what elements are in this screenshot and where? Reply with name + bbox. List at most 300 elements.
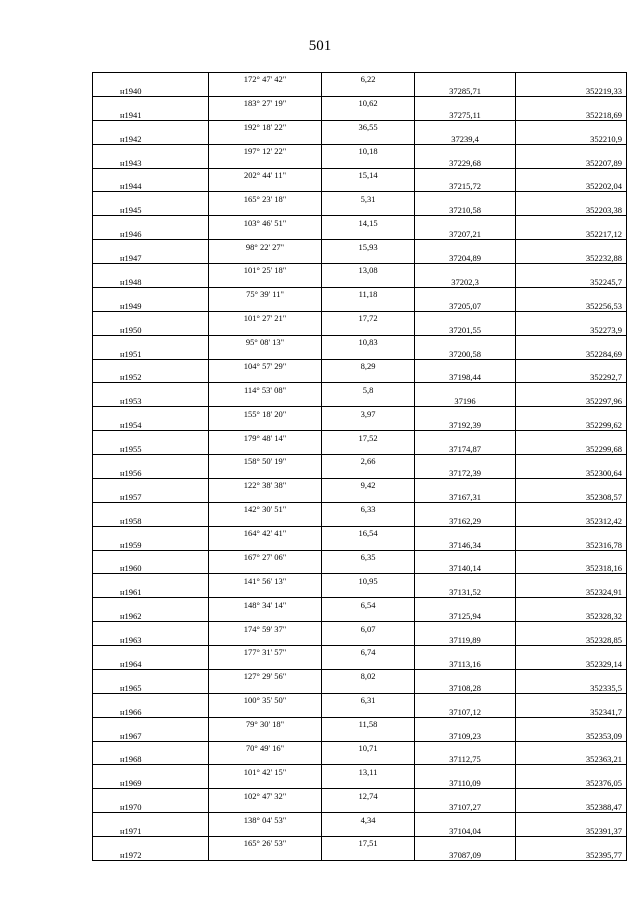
point-name-cell: н1960 <box>93 562 209 574</box>
name-cell <box>93 574 209 586</box>
point-name-cell: н1970 <box>93 801 209 813</box>
y-cell <box>516 73 627 85</box>
segment-row <box>93 240 627 252</box>
point-name-cell: н1966 <box>93 705 209 717</box>
point-name-cell: н1963 <box>93 634 209 646</box>
length-cell: 10,95 <box>322 574 415 586</box>
angle-cell <box>209 132 322 144</box>
x-coordinate-cell: 37200,58 <box>415 347 516 359</box>
x-coordinate-cell: 37239,4 <box>415 132 516 144</box>
point-row <box>93 466 627 478</box>
x-coordinate-cell: 37131,52 <box>415 586 516 598</box>
angle-cell <box>209 562 322 574</box>
y-cell <box>516 622 627 634</box>
y-coordinate-cell: 352297,96 <box>516 395 627 407</box>
length-cell <box>322 347 415 359</box>
y-cell <box>516 765 627 777</box>
angle-cell: 141° 56' 13" <box>209 574 322 586</box>
angle-cell <box>209 466 322 478</box>
length-cell: 10,83 <box>322 335 415 347</box>
name-cell <box>93 717 209 729</box>
point-row <box>93 634 627 646</box>
segment-row <box>93 120 627 132</box>
angle-cell: 100° 35' 50" <box>209 693 322 705</box>
point-name-cell: н1945 <box>93 204 209 216</box>
angle-cell <box>209 705 322 717</box>
y-cell <box>516 335 627 347</box>
y-coordinate-cell: 352300,64 <box>516 466 627 478</box>
segment-row <box>93 693 627 705</box>
x-cell <box>415 693 516 705</box>
x-coordinate-cell: 37140,14 <box>415 562 516 574</box>
segment-row <box>93 741 627 753</box>
y-coordinate-cell: 352388,47 <box>516 801 627 813</box>
segment-row <box>93 502 627 514</box>
length-cell: 14,15 <box>322 216 415 228</box>
point-name-cell: н1943 <box>93 156 209 168</box>
point-name-cell: н1947 <box>93 252 209 264</box>
name-cell <box>93 96 209 108</box>
angle-cell <box>209 419 322 431</box>
y-coordinate-cell: 352324,91 <box>516 586 627 598</box>
x-coordinate-cell: 37192,39 <box>415 419 516 431</box>
x-cell <box>415 526 516 538</box>
name-cell <box>93 646 209 658</box>
angle-cell <box>209 347 322 359</box>
length-cell: 2,66 <box>322 455 415 467</box>
y-cell <box>516 407 627 419</box>
x-cell <box>415 407 516 419</box>
length-cell: 17,72 <box>322 311 415 323</box>
point-name-cell: н1958 <box>93 514 209 526</box>
length-cell: 11,58 <box>322 717 415 729</box>
angle-cell <box>209 801 322 813</box>
segment-row <box>93 813 627 825</box>
x-cell <box>415 168 516 180</box>
angle-cell <box>209 443 322 455</box>
x-cell <box>415 216 516 228</box>
angle-cell: 158° 50' 19" <box>209 455 322 467</box>
segment-row <box>93 622 627 634</box>
name-cell <box>93 168 209 180</box>
length-cell <box>322 108 415 120</box>
length-cell: 4,34 <box>322 813 415 825</box>
name-cell <box>93 622 209 634</box>
length-cell <box>322 562 415 574</box>
name-cell <box>93 240 209 252</box>
x-coordinate-cell: 37108,28 <box>415 681 516 693</box>
y-coordinate-cell: 352203,38 <box>516 204 627 216</box>
x-cell <box>415 478 516 490</box>
point-name-cell: н1953 <box>93 395 209 407</box>
x-cell <box>415 264 516 276</box>
y-coordinate-cell: 352292,7 <box>516 371 627 383</box>
angle-cell <box>209 371 322 383</box>
name-cell <box>93 455 209 467</box>
length-cell <box>322 490 415 502</box>
length-cell: 17,51 <box>322 837 415 849</box>
y-coordinate-cell: 352202,04 <box>516 180 627 192</box>
y-cell <box>516 669 627 681</box>
name-cell <box>93 383 209 395</box>
angle-cell: 155° 18' 20" <box>209 407 322 419</box>
point-name-cell: н1956 <box>93 466 209 478</box>
point-row <box>93 299 627 311</box>
name-cell <box>93 789 209 801</box>
segment-row <box>93 526 627 538</box>
y-cell <box>516 168 627 180</box>
segment-row <box>93 574 627 586</box>
angle-cell <box>209 634 322 646</box>
x-cell <box>415 789 516 801</box>
point-row <box>93 490 627 502</box>
angle-cell: 127° 29' 56" <box>209 669 322 681</box>
y-cell <box>516 455 627 467</box>
length-cell: 13,11 <box>322 765 415 777</box>
angle-cell <box>209 180 322 192</box>
y-coordinate-cell: 352273,9 <box>516 323 627 335</box>
angle-cell: 102° 47' 32" <box>209 789 322 801</box>
segment-row <box>93 359 627 371</box>
angle-cell: 98° 22' 27" <box>209 240 322 252</box>
length-cell: 6,31 <box>322 693 415 705</box>
name-cell <box>93 120 209 132</box>
x-coordinate-cell: 37107,27 <box>415 801 516 813</box>
name-cell <box>93 502 209 514</box>
angle-cell <box>209 825 322 837</box>
angle-cell: 138° 04' 53" <box>209 813 322 825</box>
angle-cell <box>209 777 322 789</box>
point-name-cell: н1941 <box>93 108 209 120</box>
angle-cell: 183° 27' 19" <box>209 96 322 108</box>
segment-row <box>93 287 627 299</box>
y-cell <box>516 383 627 395</box>
y-cell <box>516 287 627 299</box>
point-row <box>93 657 627 669</box>
y-coordinate-cell: 352299,68 <box>516 443 627 455</box>
x-cell <box>415 717 516 729</box>
y-coordinate-cell: 352363,21 <box>516 753 627 765</box>
x-cell <box>415 813 516 825</box>
length-cell: 8,29 <box>322 359 415 371</box>
x-coordinate-cell: 37205,07 <box>415 299 516 311</box>
x-cell <box>415 550 516 562</box>
name-cell <box>93 741 209 753</box>
point-row <box>93 729 627 741</box>
name-cell <box>93 598 209 610</box>
segment-row <box>93 407 627 419</box>
length-cell: 6,35 <box>322 550 415 562</box>
angle-cell <box>209 299 322 311</box>
x-cell <box>415 73 516 85</box>
length-cell <box>322 466 415 478</box>
length-cell <box>322 586 415 598</box>
length-cell <box>322 228 415 240</box>
y-coordinate-cell: 352335,5 <box>516 681 627 693</box>
length-cell <box>322 395 415 407</box>
y-cell <box>516 550 627 562</box>
y-cell <box>516 502 627 514</box>
y-coordinate-cell: 352207,89 <box>516 156 627 168</box>
angle-cell: 165° 23' 18" <box>209 192 322 204</box>
length-cell: 8,02 <box>322 669 415 681</box>
segment-row <box>93 192 627 204</box>
length-cell: 11,18 <box>322 287 415 299</box>
point-row <box>93 538 627 550</box>
length-cell <box>322 848 415 860</box>
x-cell <box>415 598 516 610</box>
x-coordinate-cell: 37196 <box>415 395 516 407</box>
point-row <box>93 204 627 216</box>
length-cell <box>322 299 415 311</box>
y-cell <box>516 311 627 323</box>
name-cell <box>93 837 209 849</box>
point-row <box>93 228 627 240</box>
length-cell <box>322 777 415 789</box>
point-row <box>93 777 627 789</box>
angle-cell: 114° 53' 08" <box>209 383 322 395</box>
x-cell <box>415 335 516 347</box>
angle-cell: 192° 18' 22" <box>209 120 322 132</box>
angle-cell: 70° 49' 16" <box>209 741 322 753</box>
angle-cell: 101° 25' 18" <box>209 264 322 276</box>
page-number: 501 <box>308 38 332 54</box>
point-row <box>93 395 627 407</box>
x-coordinate-cell: 37119,89 <box>415 634 516 646</box>
name-cell <box>93 765 209 777</box>
y-cell <box>516 741 627 753</box>
y-coordinate-cell: 352218,69 <box>516 108 627 120</box>
y-cell <box>516 526 627 538</box>
y-coordinate-cell: 352256,53 <box>516 299 627 311</box>
x-cell <box>415 646 516 658</box>
segment-row <box>93 789 627 801</box>
angle-cell: 174° 59' 37" <box>209 622 322 634</box>
y-coordinate-cell: 352328,32 <box>516 610 627 622</box>
segment-row <box>93 264 627 276</box>
x-coordinate-cell: 37107,12 <box>415 705 516 717</box>
x-cell <box>415 455 516 467</box>
name-cell <box>93 216 209 228</box>
angle-cell <box>209 753 322 765</box>
x-coordinate-cell: 37229,68 <box>415 156 516 168</box>
x-coordinate-cell: 37285,71 <box>415 84 516 96</box>
point-name-cell: н1955 <box>93 443 209 455</box>
segment-row <box>93 478 627 490</box>
x-cell <box>415 574 516 586</box>
length-cell <box>322 419 415 431</box>
y-coordinate-cell: 352219,33 <box>516 84 627 96</box>
point-name-cell: н1971 <box>93 825 209 837</box>
x-coordinate-cell: 37110,09 <box>415 777 516 789</box>
y-coordinate-cell: 352316,78 <box>516 538 627 550</box>
x-cell <box>415 383 516 395</box>
name-cell <box>93 431 209 443</box>
point-row <box>93 419 627 431</box>
length-cell <box>322 634 415 646</box>
length-cell <box>322 729 415 741</box>
x-coordinate-cell: 37167,31 <box>415 490 516 502</box>
y-cell <box>516 598 627 610</box>
x-coordinate-cell: 37104,04 <box>415 825 516 837</box>
name-cell <box>93 693 209 705</box>
length-cell: 15,14 <box>322 168 415 180</box>
angle-cell <box>209 108 322 120</box>
segment-row <box>93 669 627 681</box>
length-cell: 13,08 <box>322 264 415 276</box>
y-coordinate-cell: 352308,57 <box>516 490 627 502</box>
x-cell <box>415 741 516 753</box>
name-cell <box>93 73 209 85</box>
name-cell <box>93 478 209 490</box>
y-coordinate-cell: 352217,12 <box>516 228 627 240</box>
length-cell: 6,33 <box>322 502 415 514</box>
x-coordinate-cell: 37201,55 <box>415 323 516 335</box>
length-cell <box>322 610 415 622</box>
angle-cell <box>209 681 322 693</box>
point-row <box>93 275 627 287</box>
angle-cell <box>209 323 322 335</box>
segment-row <box>93 96 627 108</box>
name-cell <box>93 311 209 323</box>
point-name-cell: н1944 <box>93 180 209 192</box>
angle-cell <box>209 610 322 622</box>
length-cell <box>322 825 415 837</box>
length-cell <box>322 84 415 96</box>
angle-cell: 164° 42' 41" <box>209 526 322 538</box>
angle-cell: 101° 27' 21" <box>209 311 322 323</box>
point-row <box>93 108 627 120</box>
length-cell: 15,93 <box>322 240 415 252</box>
name-cell <box>93 335 209 347</box>
name-cell <box>93 144 209 156</box>
segment-row <box>93 73 627 85</box>
x-coordinate-cell: 37113,16 <box>415 657 516 669</box>
segment-row <box>93 455 627 467</box>
y-cell <box>516 646 627 658</box>
y-coordinate-cell: 352328,85 <box>516 634 627 646</box>
x-cell <box>415 622 516 634</box>
length-cell <box>322 275 415 287</box>
point-row <box>93 252 627 264</box>
angle-cell: 103° 46' 51" <box>209 216 322 228</box>
point-name-cell: н1946 <box>93 228 209 240</box>
y-coordinate-cell: 352376,05 <box>516 777 627 789</box>
angle-cell: 101° 42' 15" <box>209 765 322 777</box>
x-coordinate-cell: 37210,58 <box>415 204 516 216</box>
point-name-cell: н1965 <box>93 681 209 693</box>
x-cell <box>415 502 516 514</box>
name-cell <box>93 550 209 562</box>
y-coordinate-cell: 352395,77 <box>516 848 627 860</box>
coordinates-table <box>92 72 627 861</box>
angle-cell: 197° 12' 22" <box>209 144 322 156</box>
point-name-cell: н1961 <box>93 586 209 598</box>
point-row <box>93 753 627 765</box>
point-name-cell: н1967 <box>93 729 209 741</box>
angle-cell: 95° 08' 13" <box>209 335 322 347</box>
point-name-cell: н1964 <box>93 657 209 669</box>
x-coordinate-cell: 37207,21 <box>415 228 516 240</box>
y-coordinate-cell: 352318,16 <box>516 562 627 574</box>
length-cell: 12,74 <box>322 789 415 801</box>
segment-row <box>93 765 627 777</box>
y-cell <box>516 431 627 443</box>
point-row <box>93 132 627 144</box>
point-row <box>93 84 627 96</box>
name-cell <box>93 526 209 538</box>
angle-cell: 167° 27' 06" <box>209 550 322 562</box>
point-row <box>93 801 627 813</box>
y-coordinate-cell: 352329,14 <box>516 657 627 669</box>
length-cell <box>322 252 415 264</box>
angle-cell: 177° 31' 57" <box>209 646 322 658</box>
angle-cell: 75° 39' 11" <box>209 287 322 299</box>
y-cell <box>516 264 627 276</box>
point-row <box>93 514 627 526</box>
length-cell <box>322 180 415 192</box>
point-row <box>93 586 627 598</box>
y-cell <box>516 813 627 825</box>
y-coordinate-cell: 352284,69 <box>516 347 627 359</box>
segment-row <box>93 550 627 562</box>
length-cell: 10,62 <box>322 96 415 108</box>
name-cell <box>93 407 209 419</box>
angle-cell: 202° 44' 11" <box>209 168 322 180</box>
x-cell <box>415 287 516 299</box>
length-cell: 10,18 <box>322 144 415 156</box>
x-cell <box>415 837 516 849</box>
y-cell <box>516 216 627 228</box>
segment-row <box>93 431 627 443</box>
y-cell <box>516 478 627 490</box>
length-cell <box>322 538 415 550</box>
segment-row <box>93 598 627 610</box>
length-cell: 3,97 <box>322 407 415 419</box>
y-cell <box>516 359 627 371</box>
y-coordinate-cell: 352210,9 <box>516 132 627 144</box>
length-cell: 36,55 <box>322 120 415 132</box>
x-coordinate-cell: 37162,29 <box>415 514 516 526</box>
x-cell <box>415 669 516 681</box>
angle-cell: 165° 26' 53" <box>209 837 322 849</box>
y-coordinate-cell: 352353,09 <box>516 729 627 741</box>
length-cell <box>322 705 415 717</box>
point-row <box>93 562 627 574</box>
point-row <box>93 180 627 192</box>
point-name-cell: н1954 <box>93 419 209 431</box>
x-coordinate-cell: 37125,94 <box>415 610 516 622</box>
point-row <box>93 848 627 860</box>
x-coordinate-cell: 37202,3 <box>415 275 516 287</box>
point-name-cell: н1959 <box>93 538 209 550</box>
point-row <box>93 705 627 717</box>
x-coordinate-cell: 37275,11 <box>415 108 516 120</box>
angle-cell <box>209 657 322 669</box>
point-name-cell: н1949 <box>93 299 209 311</box>
length-cell <box>322 657 415 669</box>
length-cell: 6,54 <box>322 598 415 610</box>
x-coordinate-cell: 37172,39 <box>415 466 516 478</box>
point-row <box>93 825 627 837</box>
point-name-cell: н1969 <box>93 777 209 789</box>
angle-cell <box>209 848 322 860</box>
angle-cell: 148° 34' 14" <box>209 598 322 610</box>
segment-row <box>93 717 627 729</box>
length-cell: 17,52 <box>322 431 415 443</box>
y-cell <box>516 240 627 252</box>
y-coordinate-cell: 352312,42 <box>516 514 627 526</box>
